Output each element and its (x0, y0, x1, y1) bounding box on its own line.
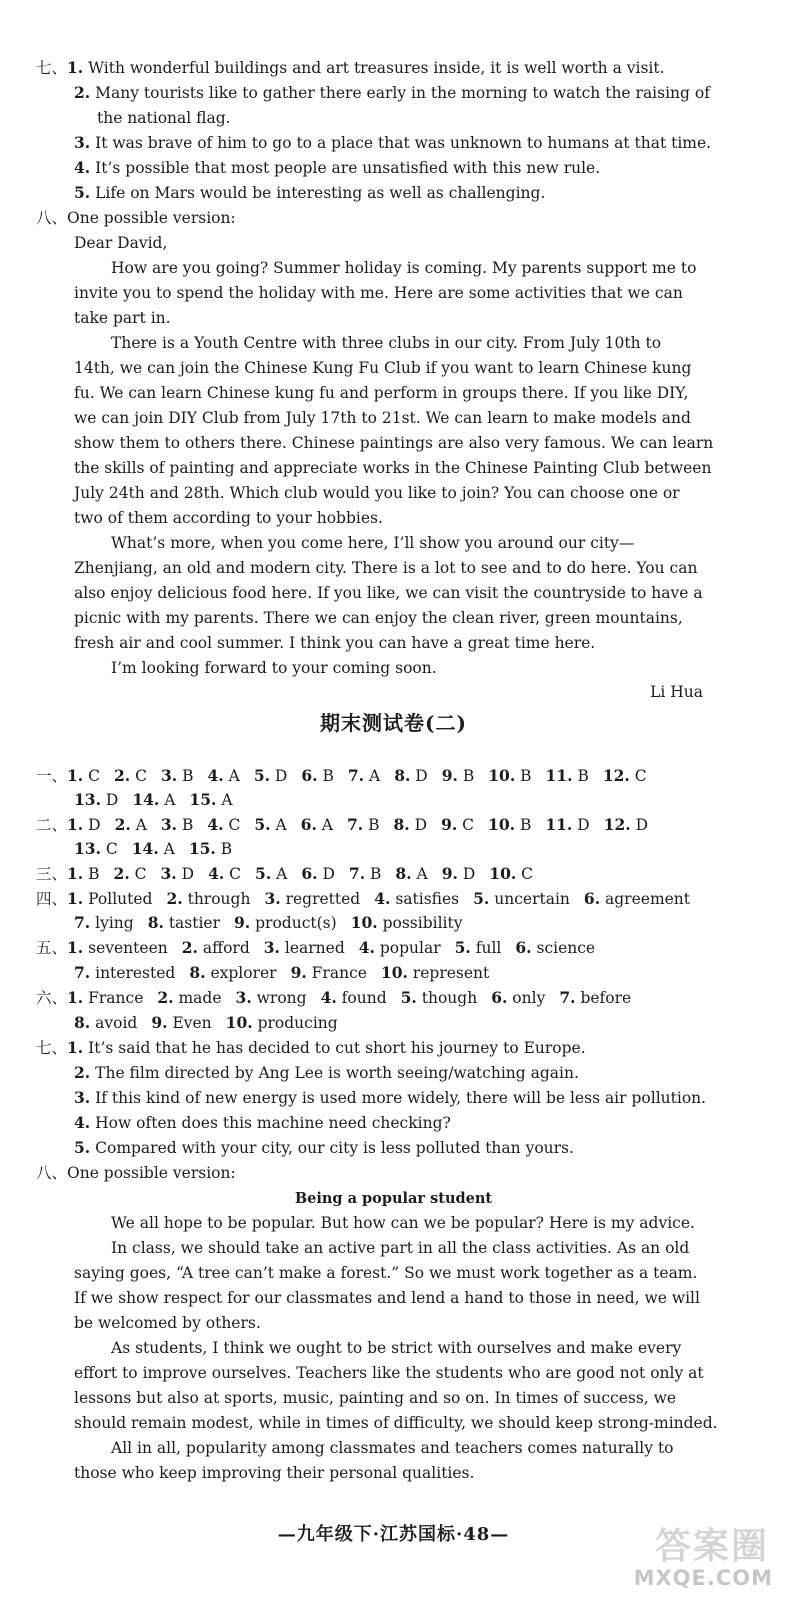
answer-number: 6. (515, 938, 532, 957)
essay-line: In class, we should take an active part in all the class activities. As an old (111, 1239, 690, 1257)
answer-number: 4. (207, 815, 224, 834)
part7-item-1: 七、1. With wonderful buildings and art treasures inside, it is well worth a visit. (36, 58, 665, 77)
answer-value: avoid (90, 1014, 138, 1032)
answer-number: 4. (320, 988, 337, 1007)
answer-number: 3. (235, 988, 252, 1007)
s6-row2 (74, 1013, 352, 1033)
essay-line: be welcomed by others. (74, 1314, 261, 1332)
answer-value: B (363, 816, 380, 834)
letter-line: There is a Youth Centre with three clubs in our city. From July 10th to (111, 334, 662, 352)
answer-value: wrong (251, 989, 307, 1007)
answer-item (254, 816, 286, 834)
answer-value: A (271, 865, 288, 883)
letter-line: How are you going? Summer holiday is coming. My parents support me to (111, 259, 697, 277)
answer-item (161, 816, 194, 834)
answer-item (67, 890, 152, 908)
answer-number: 4. (358, 938, 375, 957)
answer-item (301, 816, 333, 834)
answer-value: D (270, 767, 288, 785)
answer-item (115, 816, 147, 834)
s5-row2 (74, 963, 503, 983)
answer-item (114, 865, 147, 883)
answer-value: C (100, 840, 118, 858)
letter-signature: Li Hua (650, 683, 703, 701)
essay-line: should remain modest, while in times of difficulty, we should keep strong-minded. (74, 1414, 718, 1432)
s3-row1: 三、1. B 2. C 3. D 4. C 5. A 6. D 7. B 8. A 9. D 10. C (36, 864, 534, 883)
answer-value: uncertain (489, 890, 570, 908)
answer-item (67, 816, 101, 834)
answer-item (67, 989, 143, 1007)
answer-number: 5. (454, 938, 471, 957)
answer-number: 5. (254, 815, 271, 834)
answer-item (359, 939, 441, 957)
answer-item (67, 939, 168, 957)
answer-number: 6. (300, 815, 317, 834)
answer-item (132, 840, 175, 858)
s7-item-4: 4. How often does this machine need checking? (74, 1113, 451, 1132)
answer-item (604, 816, 648, 834)
answer-item (189, 791, 232, 809)
answer-value: regretted (280, 890, 361, 908)
answer-item (395, 865, 427, 883)
essay-line: lessons but also at sports, music, painting and so on. In times of success, we (74, 1389, 677, 1407)
answer-number: 9. (441, 766, 458, 785)
answer-number: 2. (114, 766, 131, 785)
answer-value: B (177, 816, 194, 834)
letter-line: fu. We can learn Chinese kung fu and perform in groups there. If you like DIY, (74, 384, 689, 402)
answer-item (189, 840, 232, 858)
letter-line: invite you to spend the holiday with me. Here are some activities that we can (74, 284, 683, 302)
answer-value: though (416, 989, 478, 1007)
answer-number: 7. (74, 963, 91, 982)
s4-row2 (74, 913, 476, 933)
letter-line: picnic with my parents. There we can enjoy the clean river, green mountains, (74, 609, 683, 627)
answer-item (488, 816, 531, 834)
answer-item (291, 964, 367, 982)
answer-number: 10. (488, 815, 516, 834)
answer-value: A (158, 840, 175, 858)
answer-number: 7. (347, 766, 365, 785)
part7-item-5: 5. Life on Mars would be interesting as well as challenging. (74, 183, 546, 202)
answer-value: C (129, 865, 147, 883)
answer-value: France (83, 989, 144, 1007)
answer-number: 6. (301, 864, 318, 883)
answer-item (545, 816, 589, 834)
answer-number: 8. (74, 1013, 91, 1032)
part8-intro: 八、One possible version: (36, 209, 236, 227)
s7-item-1: 七、1. It’s said that he has decided to cut short his journey to Europe. (36, 1038, 586, 1057)
watermark-logo: 答案圈 (654, 1526, 769, 1567)
answer-item (74, 791, 118, 809)
essay-line: As students, I think we ought to be strict with ourselves and make every (111, 1339, 682, 1357)
answer-item (264, 890, 360, 908)
answer-number: 7. (559, 988, 576, 1007)
answer-item (442, 767, 475, 785)
answer-value: A (364, 767, 381, 785)
letter-line: the skills of painting and appreciate works in the Chinese Painting Club between (74, 459, 712, 477)
answer-item (489, 865, 533, 883)
answer-number: 11. (545, 815, 573, 834)
answer-item (301, 865, 335, 883)
answer-item (264, 939, 345, 957)
answer-value: only (507, 989, 546, 1007)
answer-number: 9. (441, 864, 458, 883)
answer-item (182, 939, 250, 957)
answer-number: 6. (301, 766, 318, 785)
answer-item (351, 914, 463, 932)
answer-number: 7. (74, 913, 91, 932)
answer-value: C (457, 816, 475, 834)
answer-number: 9. (290, 963, 307, 982)
answer-value: D (572, 816, 590, 834)
answer-value: D (630, 816, 648, 834)
answer-number: 1. (67, 864, 84, 883)
answer-number: 10. (380, 963, 408, 982)
answer-number: 1. (67, 988, 84, 1007)
answer-value: France (306, 964, 367, 982)
answer-value: B (317, 767, 334, 785)
answer-number: 2. (181, 938, 198, 957)
answer-number: 14. (131, 839, 159, 858)
answer-item (441, 816, 474, 834)
answer-number: 9. (441, 815, 458, 834)
letter-greeting: Dear David, (74, 234, 168, 252)
answer-item (374, 890, 459, 908)
answer-number: 9. (151, 1013, 168, 1032)
answer-number: 10. (350, 913, 378, 932)
answer-number: 15. (189, 790, 217, 809)
essay-line: If we show respect for our classmates and lend a hand to those in need, we will (74, 1289, 700, 1307)
answer-value: full (470, 939, 502, 957)
answer-value: Polluted (83, 890, 153, 908)
answer-number: 10. (489, 864, 517, 883)
part7-item-2-cont: the national flag. (97, 109, 231, 127)
answer-value: A (411, 865, 428, 883)
answer-item (151, 1014, 211, 1032)
answer-value: D (457, 865, 476, 883)
answer-value: Even (167, 1014, 212, 1032)
section-title: 期末测试卷(二) (320, 711, 467, 735)
answer-number: 6. (583, 889, 601, 908)
answer-number: 9. (234, 913, 251, 932)
s2-row1: 二、1. D 2. A 3. B 4. C 5. A 6. A 7. B 8. D 9. C 10. B 11. D 12. D (36, 815, 648, 834)
answer-item (584, 890, 690, 908)
answer-item (546, 767, 589, 785)
s2-row2 (74, 839, 246, 859)
answer-item (208, 767, 240, 785)
answer-number: 5. (473, 889, 490, 908)
letter-line: July 24th and 28th. Which club would you like to join? You can choose one or (74, 484, 680, 502)
answer-number: 1. (67, 766, 84, 785)
answer-value: product(s) (250, 914, 337, 932)
letter-line: fresh air and cool summer. I think you can have a great time here. (74, 634, 596, 652)
s7-item-2: 2. The film directed by Ang Lee is worth seeing/watching again. (74, 1063, 579, 1082)
answer-number: 1. (67, 815, 84, 834)
answer-number: 4. (208, 864, 225, 883)
answer-value: A (159, 791, 176, 809)
s1-row2 (74, 790, 247, 810)
answer-value: D (83, 816, 101, 834)
answer-item (132, 791, 175, 809)
essay-line: We all hope to be popular. But how can we be popular? Here is my advice. (111, 1214, 695, 1232)
answer-number: 3. (264, 889, 281, 908)
part7-item-2: 2. Many tourists like to gather there early in the morning to watch the raising of (74, 83, 710, 102)
answer-number: 8. (393, 815, 410, 834)
answer-item (455, 939, 502, 957)
answer-item (74, 964, 175, 982)
answer-item (603, 767, 647, 785)
answer-item (74, 840, 118, 858)
answer-value: C (629, 767, 647, 785)
letter-line: Zhenjiang, an old and modern city. There is a lot to see and to do here. You can (74, 559, 698, 577)
answer-item (515, 939, 595, 957)
s4-row1: 四、1. Polluted 2. through 3. regretted 4. satisfies 5. uncertain 6. agreement (36, 889, 691, 908)
answer-item (473, 890, 570, 908)
answer-number: 10. (225, 1013, 253, 1032)
answer-number: 3. (160, 864, 177, 883)
answer-value: seventeen (83, 939, 168, 957)
answer-value: before (575, 989, 632, 1007)
answer-number: 11. (545, 766, 573, 785)
answer-number: 13. (74, 790, 101, 809)
answer-item (161, 865, 195, 883)
answer-value: science (531, 939, 596, 957)
answer-value: A (216, 791, 233, 809)
answer-number: 1. (67, 889, 84, 908)
letter-line: also enjoy delicious food here. If you like, we can visit the countryside to have a (74, 584, 703, 602)
answer-number: 3. (263, 938, 280, 957)
s6-row1: 六、1. France 2. made 3. wrong 4. found 5. though 6. only 7. before (36, 988, 632, 1007)
answer-number: 5. (255, 864, 272, 883)
answer-value: B (365, 865, 382, 883)
answer-item (394, 767, 428, 785)
answer-value: lying (90, 914, 134, 932)
answer-number: 7. (347, 815, 364, 834)
letter-line: What’s more, when you come here, I’ll show you around our city— (111, 534, 635, 552)
answer-value: C (130, 767, 147, 785)
answer-value: C (224, 865, 242, 883)
answer-number: 10. (488, 766, 516, 785)
answer-number: 8. (395, 864, 412, 883)
answer-value: D (176, 865, 195, 883)
letter-line: we can join DIY Club from July 17th to 21st. We can learn to make models and (74, 409, 691, 427)
answer-value: agreement (600, 890, 691, 908)
answer-value: A (130, 816, 147, 834)
s7-item-3: 3. If this kind of new energy is used more widely, there will be less air pollution. (74, 1088, 707, 1107)
answer-item (347, 816, 380, 834)
answer-item (166, 890, 250, 908)
essay-line: saying goes, “A tree can’t make a forest.” So we must work together as a team. (74, 1264, 698, 1282)
answer-value: popular (374, 939, 441, 957)
answer-value: tastier (163, 914, 221, 932)
answer-number: 12. (603, 815, 631, 834)
part7-item-4: 4. It’s possible that most people are unsatisfied with this new rule. (74, 158, 601, 177)
answer-value: through (182, 890, 251, 908)
answer-number: 5. (400, 988, 417, 1007)
answer-value: B (83, 865, 100, 883)
answer-number: 8. (394, 766, 411, 785)
answer-number: 12. (602, 766, 630, 785)
answer-value: interested (90, 964, 176, 982)
answer-value: B (215, 840, 233, 858)
answer-number: 6. (491, 988, 508, 1007)
answer-value: A (223, 767, 240, 785)
s7-item-5: 5. Compared with your city, our city is less polluted than yours. (74, 1138, 574, 1157)
essay-line: effort to improve ourselves. Teachers like the students who are good not only at (74, 1364, 704, 1382)
answer-number: 5. (253, 766, 270, 785)
answer-item (67, 865, 100, 883)
s1-row1: 一、1. C 2. C 3. B 4. A 5. D 6. B 7. A 8. D 9. B 10. B 11. B 12. C (36, 766, 647, 785)
answer-item (559, 989, 631, 1007)
answer-number: 3. (160, 766, 178, 785)
answer-item (74, 1014, 137, 1032)
answer-value: found (336, 989, 387, 1007)
answer-item (207, 816, 240, 834)
answer-number: 2. (166, 889, 183, 908)
answer-item (442, 865, 476, 883)
essay-line: All in all, popularity among classmates and teachers comes naturally to (111, 1439, 674, 1457)
answer-value: B (515, 767, 532, 785)
answer-number: 15. (188, 839, 216, 858)
essay-title: Being a popular student (294, 1190, 493, 1207)
answer-item (114, 767, 147, 785)
letter-line: take part in. (74, 309, 171, 327)
answer-item (161, 767, 194, 785)
answer-number: 8. (147, 913, 164, 932)
answer-item (208, 865, 241, 883)
answer-value: D (409, 816, 428, 834)
answer-item (74, 914, 134, 932)
s5-row1: 五、1. seventeen 2. afford 3. learned 4. popular 5. full 6. science (36, 938, 596, 957)
answer-item (491, 989, 545, 1007)
answer-value: A (270, 816, 287, 834)
answer-item (321, 989, 387, 1007)
letter-line: two of them according to your hobbies. (74, 509, 383, 527)
answer-item (381, 964, 489, 982)
answer-value: represent (407, 964, 490, 982)
answer-item (254, 767, 288, 785)
answer-item (236, 989, 307, 1007)
answer-value: B (457, 767, 475, 785)
answer-value: learned (279, 939, 345, 957)
answer-value: explorer (205, 964, 277, 982)
answer-item (394, 816, 428, 834)
answer-item (189, 964, 276, 982)
answer-item (234, 914, 337, 932)
watermark (623, 1518, 773, 1590)
answer-item (67, 767, 100, 785)
answer-number: 2. (113, 864, 130, 883)
answer-number: 14. (132, 790, 160, 809)
answer-value: C (223, 816, 241, 834)
answer-item (401, 989, 478, 1007)
letter-line: 14th, we can join the Chinese Kung Fu Club if you want to learn Chinese kung (74, 359, 692, 377)
part7-item-3: 3. It was brave of him to go to a place that was unknown to humans at that time. (74, 133, 712, 152)
answer-value: B (177, 767, 194, 785)
answer-number: 3. (160, 815, 178, 834)
answer-value: satisfies (390, 890, 460, 908)
answer-item (148, 914, 220, 932)
answer-value: D (410, 767, 428, 785)
answer-value: B (572, 767, 589, 785)
s8-intro: 八、One possible version: (36, 1164, 236, 1182)
letter-line: show them to others there. Chinese paintings are also very famous. We can learn (74, 434, 714, 452)
answer-value: D (317, 865, 335, 883)
page-footer: —九年级下·江苏国标·48— (277, 1524, 510, 1545)
answer-number: 2. (157, 988, 174, 1007)
answer-number: 4. (207, 766, 224, 785)
answer-value: made (173, 989, 222, 1007)
answer-item (488, 767, 531, 785)
letter-line: I’m looking forward to your coming soon. (111, 659, 437, 677)
answer-value: A (316, 816, 333, 834)
answer-number: 13. (74, 839, 101, 858)
answer-value: afford (197, 939, 250, 957)
essay-line: those who keep improving their personal qualities. (74, 1464, 475, 1482)
answer-value: producing (252, 1014, 338, 1032)
answer-item (255, 865, 287, 883)
answer-item (157, 989, 221, 1007)
answer-number: 2. (114, 815, 131, 834)
answer-item (349, 865, 382, 883)
answer-value: C (516, 865, 534, 883)
answer-value: B (515, 816, 532, 834)
answer-value: possibility (377, 914, 463, 932)
answer-item (301, 767, 334, 785)
answer-item (226, 1014, 338, 1032)
answer-item (348, 767, 380, 785)
answer-number: 1. (67, 938, 84, 957)
answer-value: C (83, 767, 100, 785)
answer-number: 8. (189, 963, 206, 982)
answer-number: 7. (348, 864, 366, 883)
answer-number: 4. (374, 889, 391, 908)
answer-value: D (100, 791, 119, 809)
watermark-text: MXQE.COM (633, 1566, 773, 1590)
